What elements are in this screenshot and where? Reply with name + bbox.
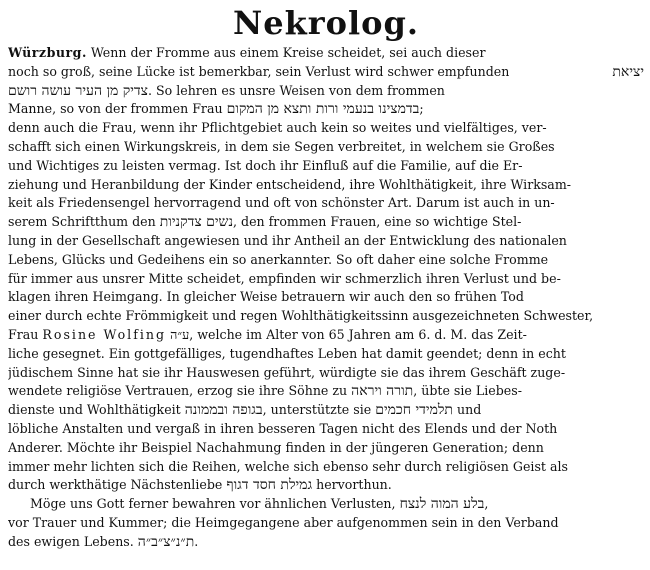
text-line: jüdischem Sinne hat sie ihr Hauswesen geführt, würdigte sie das ihrem Geschäft zuge- [8,364,566,380]
article-title: Nekrolog. [233,4,419,42]
text-line: lung in der Gesellschaft angewiesen und ihr Antheil an der Entwicklung des nationalen [8,232,567,248]
hebrew-text: תלמידי חכמים [375,402,453,419]
text-line: ziehung und Heranbildung der Kinder entscheidend, ihre Wohlthätigkeit, ihre Wirksam- [8,176,572,192]
hebrew-text: גמילת חסד דגוף [226,477,313,494]
text-line: wendete religiöse Vertrauen, erzog sie ihre Söhne zu תורה ויראה, übte sie Liebes- [8,383,522,400]
text-line: Würzburg. Wenn der Fromme aus einem Kreise scheidet, sei auch dieser [8,45,486,60]
text-line: vor Trauer und Kummer; die Heimgegangene aber aufgenommen sein in den Verband [8,514,559,530]
text-line: dienste und Wohlthätigkeit בגופה ובממונה, unterstützte sie תלמידי חכמים und [8,402,482,419]
text-line: keit als Friedensengel hervorragend und oft von schönster Art. Darum ist auch in un- [8,195,555,211]
place-name: Würzburg. [8,45,87,60]
hebrew-text: בדמצינו בנעמי ורות ותצא מן המקום [226,101,420,118]
hebrew-text: בגופה ובממונה [184,402,263,419]
text-line: noch so groß, seine Lücke ist bemerkbar, sein Verlust wird schwer empfunden יציאת [8,63,644,80]
hebrew-text: ת״נ״צ״ב״ה [137,533,195,550]
hebrew-text: נשים צדקניות [159,214,233,231]
text-line: Möge uns Gott ferner bewahren vor ähnlichen Verlusten, בלע המוה לנצח, [30,496,489,513]
text-line: einer durch echte Frömmigkeit und regen Wohlthätigkeitssinn ausgezeichneten Schwester, [8,308,594,324]
person-name: Rosine Wolfing [42,326,167,342]
text-line: klagen ihren Heimgang. In gleicher Weise betrauern wir auch den so frühen Tod [8,289,524,305]
text-line: denn auch die Frau, wenn ihr Pflichtgebiet auch kein so weites und vielfältiges, ver- [8,120,547,136]
text-line: Frau Rosine Wolfing ע״ה, welche im Alter von 65 Jahren am 6. d. M. das Zeit- [8,326,527,342]
text-line: löbliche Anstalten und vergaß in ihren besseren Tagen nicht des Elends und der Noth [8,420,558,436]
text-line: צדיק מן העיר עושה רושם. So lehren es unsre Weisen von dem frommen [8,82,445,99]
text-line: Lebens, Glücks und Gedeihens ein so anerkannter. So oft daher eine solche Fromme [8,251,549,267]
hebrew-text: יציאת [612,63,644,80]
hebrew-text: צדיק מן העיר עושה רושם [8,82,148,99]
text-line: Anderer. Möchte ihr Beispiel Nachahmung finden in der jüngeren Generation; denn [8,439,544,455]
text-line: des ewigen Lebens. ת״נ״צ״ב״ה. [8,533,199,550]
text-line: Manne, so von der frommen Frau בדמצינו בנעמי ורות ותצא מן המקום; [8,101,424,118]
hebrew-text: תורה ויראה [351,383,414,400]
text-line: und Wichtiges zu leisten vermag. Ist doch ihr Einfluß auf die Familie, auf die Er- [8,157,523,173]
text-line: immer mehr lichten sich die Reihen, welche sich ebenso sehr durch religiösen Geist als [8,458,568,474]
text-line: schafft sich einen Wirkungskreis, in dem sie Segen verbreitet, in welchem sie Großes [8,138,555,154]
text-line: durch werkthätige Nächstenliebe גמילת חסד דגוף hervorthun. [8,477,392,494]
article-body [8,44,644,552]
text-line: liche gesegnet. Ein gottgefälliges, tugendhaftes Leben hat damit geendet; denn in echt [8,345,566,361]
text-line: serem Schriftthum den נשים צדקניות, den frommen Frauen, eine so wichtige Stel- [8,214,522,231]
hebrew-text: בלע המוה לנצח [399,496,485,513]
text-line: für immer aus unsrer Mitte scheidet, empfinden wir schmerzlich ihren Verlust und be- [8,270,561,286]
